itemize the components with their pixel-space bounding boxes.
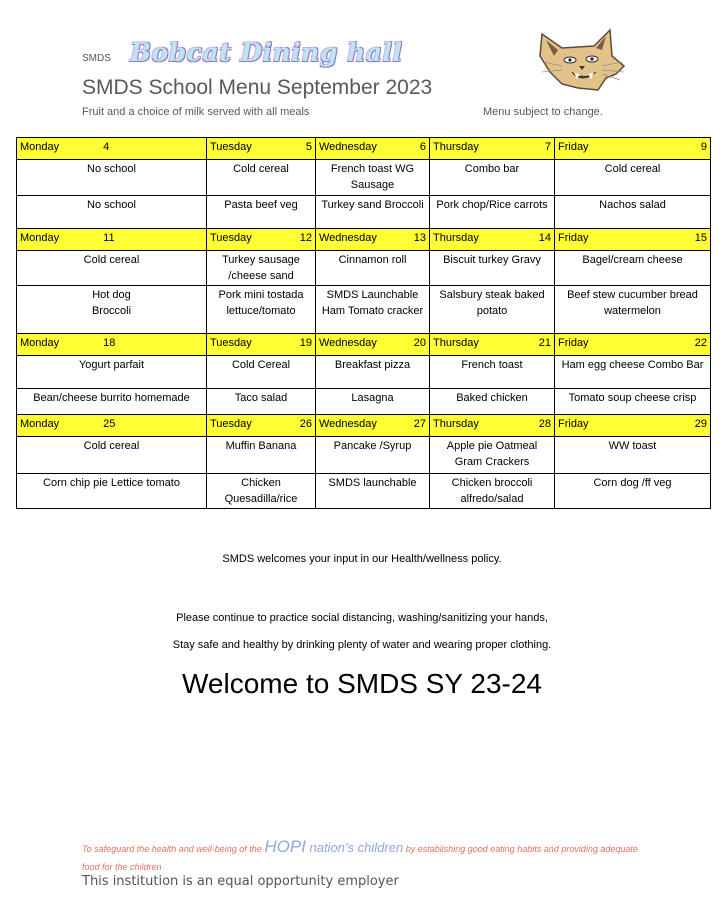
lunch-row [17,196,711,229]
day-date: 14 [538,232,551,244]
day-date: 5 [305,141,312,153]
lunch-cell: Nachos salad [555,196,711,229]
lunch-cell: Turkey sand Broccoli [316,196,430,229]
lunch-row [17,474,711,509]
breakfast-cell: Pancake /Syrup [316,437,430,474]
day-name: Thursday [433,141,479,153]
day-header-cell [207,229,316,251]
week-header-row [17,415,711,437]
day-header-cell [17,229,207,251]
day-date: 13 [413,232,426,244]
day-header-cell [316,334,430,356]
lunch-cell: Baked chicken [430,389,555,415]
breakfast-cell: Apple pie Oatmeal Gram Crackers [430,437,555,474]
lunch-cell: Salsbury steak baked potato [430,286,555,334]
healthy-note: Stay safe and healthy by drinking plenty of water and wearing proper clothing. [172,639,552,651]
mission-statement [82,838,642,876]
day-name: Tuesday [210,418,252,430]
school-abbrev: SMDS [82,53,111,64]
day-date: 22 [694,337,707,349]
lunch-cell: Beef stew cucumber bread watermelon [555,286,711,334]
breakfast-cell: Turkey sausage /cheese sand [207,251,316,286]
breakfast-row [17,251,711,286]
lunch-cell: Hot dog Broccoli [17,286,207,334]
lunch-cell: SMDS Launchable Ham Tomato cracker [316,286,430,334]
day-header-cell [430,334,555,356]
day-date: 7 [544,141,551,153]
day-header-cell [316,415,430,437]
breakfast-cell: French toast [430,356,555,389]
breakfast-cell: Muffin Banana [207,437,316,474]
mission-part-1: To safeguard the health and well-being of the [82,844,265,854]
day-header-cell [316,229,430,251]
lunch-row [17,389,711,415]
lunch-cell: Bean/cheese burrito homemade [17,389,207,415]
day-date: 11 [103,232,115,244]
wellness-note: SMDS welcomes your input in our Health/wellness policy. [222,553,502,565]
day-header-cell [555,334,711,356]
day-name: Wednesday [319,141,377,153]
breakfast-cell: Cold cereal [17,251,207,286]
day-header-cell [430,415,555,437]
welcome-message: Welcome to SMDS SY 23-24 [181,668,542,699]
day-name: Friday [558,232,589,244]
day-header-cell [555,229,711,251]
day-header-cell [17,138,207,160]
day-header-cell [430,229,555,251]
lunch-cell: No school [17,196,207,229]
mission-part-3: by establishing good eating habits and providing adequate food for the children [82,844,638,872]
week-header-row [17,229,711,251]
distancing-note: Please continue to practice social distancing, washing/sanitizing your hands, [176,612,548,624]
day-name: Thursday [433,418,479,430]
breakfast-cell: Cold cereal [207,160,316,196]
lunch-cell: Chicken Quesadilla/rice [207,474,316,509]
breakfast-cell: Yogurt parfait [17,356,207,389]
equal-opportunity-note: This institution is an equal opportunity employer [82,874,399,889]
dining-hall-banner: Bobcat Dining hall [130,38,403,67]
breakfast-row [17,160,711,196]
day-date: 28 [538,418,551,430]
lunch-cell: Tomato soup cheese crisp [555,389,711,415]
week-header-row [17,138,711,160]
day-name: Monday [20,337,60,349]
breakfast-row [17,356,711,389]
day-name: Thursday [433,232,479,244]
lunch-cell: Chicken broccoli alfredo/salad [430,474,555,509]
day-date: 12 [299,232,312,244]
lunch-cell: SMDS launchable [316,474,430,509]
mission-part-2: nation’s children [305,840,404,855]
day-header-cell [17,415,207,437]
breakfast-cell: Cold cereal [555,160,711,196]
day-date: 21 [538,337,551,349]
lunch-cell: Pork chop/Rice carrots [430,196,555,229]
breakfast-cell: Breakfast pizza [316,356,430,389]
day-header-cell [430,138,555,160]
breakfast-cell: Bagel/cream cheese [555,251,711,286]
day-name: Wednesday [319,337,377,349]
day-date: 6 [419,141,426,153]
day-header-cell [17,334,207,356]
breakfast-row [17,437,711,474]
day-header-cell [316,138,430,160]
breakfast-cell: Ham egg cheese Combo Bar [555,356,711,389]
day-header-cell [207,138,316,160]
breakfast-cell: Cold cereal [17,437,207,474]
day-name: Tuesday [210,141,252,153]
breakfast-cell: WW toast [555,437,711,474]
menu-change-note: Menu subject to change. [483,106,603,118]
lunch-cell: Pork mini tostada lettuce/tomato [207,286,316,334]
day-date: 20 [413,337,426,349]
day-header-cell [555,138,711,160]
day-date: 9 [700,141,707,153]
day-header-cell [207,334,316,356]
day-header-cell [207,415,316,437]
mission-hopi: HOPI [264,837,306,856]
menu-table [16,137,711,509]
day-name: Monday [20,232,60,244]
day-header-cell [555,415,711,437]
lunch-cell: Lasagna [316,389,430,415]
lunch-cell: Taco salad [207,389,316,415]
day-name: Friday [558,141,589,153]
day-date: 18 [103,337,116,349]
page-title: SMDS School Menu September 2023 [82,76,433,99]
breakfast-cell: French toast WG Sausage [316,160,430,196]
lunch-cell: Pasta beef veg [207,196,316,229]
day-date: 29 [694,418,707,430]
lunch-cell: Corn chip pie Lettice tomato [17,474,207,509]
breakfast-cell: Combo bar [430,160,555,196]
breakfast-cell: No school [17,160,207,196]
day-date: 15 [694,232,707,244]
day-date: 4 [103,141,110,153]
day-date: 25 [103,418,116,430]
day-name: Tuesday [210,337,252,349]
fruit-milk-note: Fruit and a choice of milk served with all meals [82,106,310,118]
day-date: 27 [413,418,426,430]
breakfast-cell: Cold Cereal [207,356,316,389]
day-date: 19 [299,337,312,349]
day-name: Wednesday [319,232,377,244]
day-name: Monday [20,418,60,430]
day-name: Thursday [433,337,479,349]
breakfast-cell: Cinnamon roll [316,251,430,286]
week-header-row [17,334,711,356]
lunch-cell: Corn dog /ff veg [555,474,711,509]
bobcat-mascot-icon [532,26,628,94]
day-date: 26 [299,418,312,430]
day-name: Friday [558,337,589,349]
day-name: Tuesday [210,232,252,244]
day-name: Friday [558,418,589,430]
lunch-row [17,286,711,334]
breakfast-cell: Biscuit turkey Gravy [430,251,555,286]
day-name: Monday [20,141,60,153]
day-name: Wednesday [319,418,377,430]
